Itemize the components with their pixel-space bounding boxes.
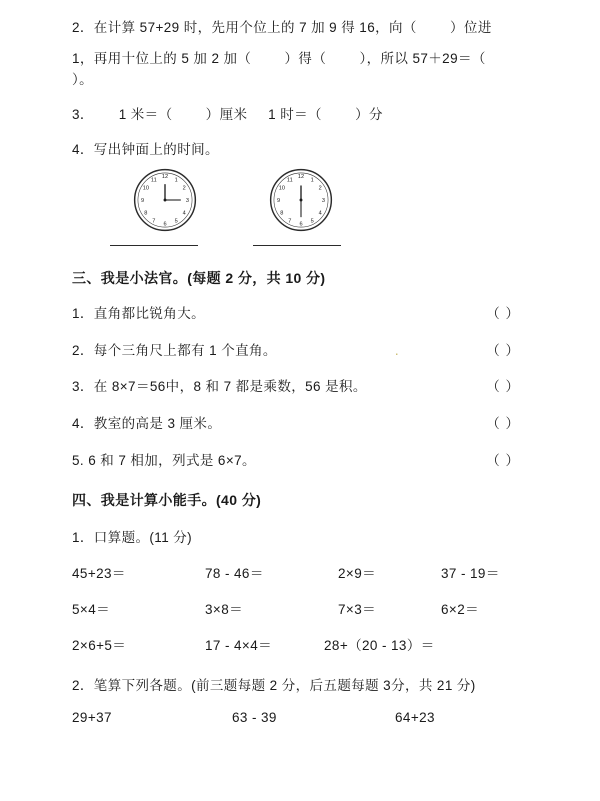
- svg-text:7: 7: [152, 218, 156, 225]
- oral-calculation-title: 1．口算题。(11 分): [72, 530, 193, 546]
- svg-text:8: 8: [280, 210, 284, 217]
- oral-item[interactable]: 2×9＝: [338, 566, 376, 582]
- oral-row: [72, 562, 536, 582]
- section-3-title: 三、我是小法官。(每题 2 分，共 10 分): [72, 269, 326, 286]
- true-false-text: 3．在 8×7＝56中，8 和 7 都是乘数，56 是积。: [72, 379, 367, 395]
- written-item[interactable]: 63 - 39: [232, 710, 277, 726]
- answer-blank-1[interactable]: [110, 235, 198, 246]
- svg-text:11: 11: [150, 177, 157, 184]
- true-false-answer-box[interactable]: （ ）: [486, 379, 520, 395]
- svg-text:7: 7: [288, 218, 292, 225]
- oral-item[interactable]: 28+（20 - 13）＝: [324, 638, 435, 654]
- svg-text:3: 3: [185, 197, 190, 204]
- answer-blank-2[interactable]: [253, 235, 341, 246]
- section-4-title: 四、我是计算小能手。(40 分): [72, 492, 262, 509]
- svg-text:5: 5: [174, 218, 178, 225]
- true-false-text: 1．直角都比锐角大。: [72, 305, 206, 321]
- true-false-item: [72, 451, 536, 472]
- oral-item[interactable]: 45+23＝: [72, 566, 126, 582]
- svg-text:9: 9: [140, 197, 145, 204]
- true-false-item: [72, 341, 536, 362]
- true-false-item: [72, 414, 536, 435]
- svg-text:8: 8: [144, 210, 148, 217]
- clock-images: [106, 167, 536, 233]
- written-calculation-title: 2．笔算下列各题。(前三题每题 2 分，后五题每题 3分，共 21 分): [72, 678, 476, 694]
- oral-item[interactable]: 5×4＝: [72, 602, 110, 618]
- true-false-answer-box[interactable]: （ ）: [486, 416, 520, 432]
- svg-text:12: 12: [297, 173, 305, 180]
- clock-two-icon: [268, 167, 334, 233]
- true-false-text: 4．教室的高是 3 厘米。: [72, 416, 222, 432]
- oral-row: [72, 598, 536, 618]
- true-false-answer-box[interactable]: （ ）: [486, 342, 520, 358]
- worksheet-content: [72, 18, 536, 741]
- oral-item[interactable]: 6×2＝: [441, 602, 479, 618]
- true-false-item: [72, 377, 536, 398]
- true-false-answer-box[interactable]: （ ）: [486, 305, 520, 321]
- svg-text:2: 2: [318, 185, 322, 192]
- question-2-line1: 2．在计算 57+29 时，先用个位上的 7 加 9 得 16，向（ ）位进: [72, 20, 492, 35]
- oral-item[interactable]: 78 - 46＝: [205, 566, 264, 582]
- question-3: 3． 1 米＝（ ）厘米 1 时＝（ ）分: [72, 106, 383, 122]
- oral-item[interactable]: 17 - 4×4＝: [205, 638, 273, 654]
- svg-text:6: 6: [299, 221, 303, 228]
- svg-text:11: 11: [286, 177, 293, 184]
- true-false-answer-box[interactable]: （ ）: [486, 453, 520, 469]
- clock-answer-blanks: [110, 235, 536, 246]
- question-2-line2: 1，再用十位上的 5 加 2 加（ ）得（ ），所以 57＋29＝（ ）。: [72, 50, 519, 87]
- written-item[interactable]: 29+37: [72, 710, 112, 726]
- svg-text:1: 1: [310, 177, 314, 184]
- clock-one-wrap: [106, 167, 224, 233]
- svg-text:4: 4: [182, 210, 186, 217]
- svg-text:12: 12: [161, 173, 169, 180]
- svg-text:9: 9: [276, 197, 281, 204]
- true-false-item: [72, 304, 536, 325]
- true-false-text: 2．每个三角尺上都有 1 个直角。: [72, 342, 277, 358]
- svg-text:10: 10: [278, 185, 285, 192]
- written-row: [72, 710, 536, 725]
- svg-text:4: 4: [318, 210, 322, 217]
- oral-item[interactable]: 3×8＝: [205, 602, 243, 618]
- svg-text:5: 5: [310, 218, 314, 225]
- stray-dot-mark: .: [394, 342, 399, 358]
- clock-one-icon: [132, 167, 198, 233]
- svg-text:3: 3: [321, 197, 326, 204]
- svg-text:10: 10: [142, 185, 149, 192]
- oral-item[interactable]: 7×3＝: [338, 602, 376, 618]
- written-item[interactable]: 64+23: [395, 710, 435, 726]
- true-false-text: 5. 6 和 7 相加，列式是 6×7。: [72, 453, 256, 469]
- clock-two-wrap: [242, 167, 360, 233]
- svg-text:1: 1: [174, 177, 178, 184]
- oral-item[interactable]: 2×6+5＝: [72, 638, 127, 654]
- svg-text:2: 2: [182, 185, 186, 192]
- svg-text:6: 6: [163, 221, 167, 228]
- question-4: 4．写出钟面上的时间。: [72, 141, 219, 157]
- oral-item[interactable]: 37 - 19＝: [441, 566, 500, 582]
- oral-row: [72, 634, 536, 654]
